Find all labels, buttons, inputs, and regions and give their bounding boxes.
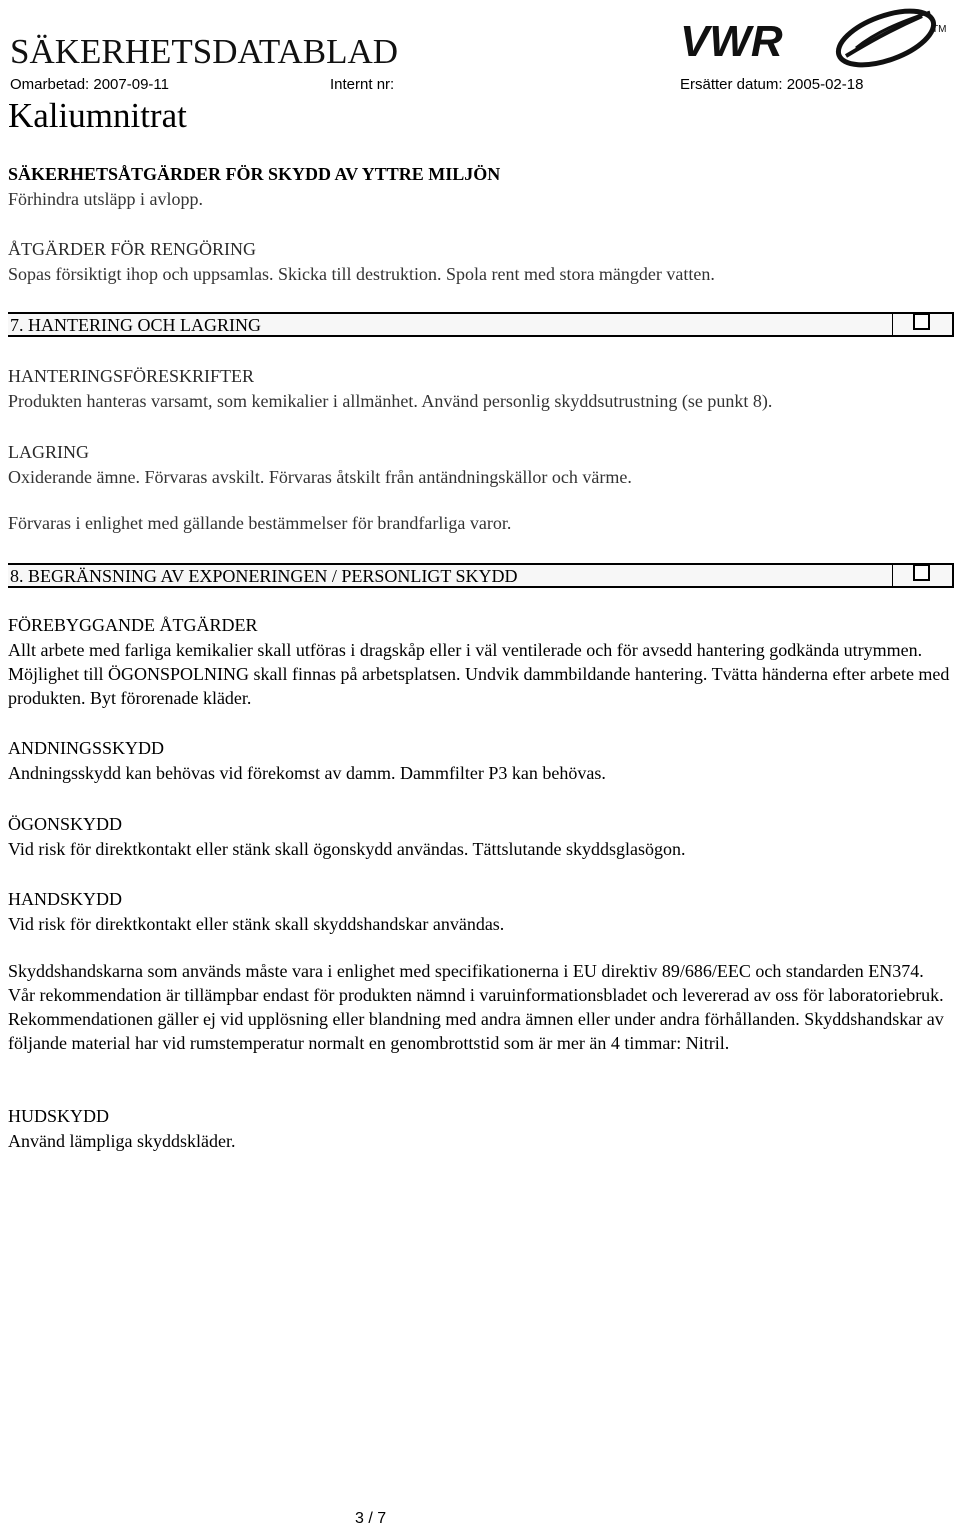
section-8-title: 8. BEGRÄNSNING AV EXPONERINGEN / PERSONLIGT SKYDD <box>10 566 518 586</box>
respiratory-heading: ANDNINGSSKYDD <box>8 738 165 758</box>
vwr-logo-graphic <box>678 4 950 74</box>
eye-protection-heading: ÖGONSKYDD <box>8 814 123 834</box>
section-8-header <box>8 563 954 588</box>
skin-protection-text: Använd lämpliga skyddskläder. <box>8 1131 236 1151</box>
section-7-checkbox-cell <box>892 312 954 337</box>
logo-text: VWR <box>680 17 783 66</box>
env-text: Förhindra utsläpp i avlopp. <box>8 189 203 209</box>
section-7-checkbox[interactable] <box>913 313 930 330</box>
product-name: Kaliumnitrat <box>8 96 187 135</box>
page-number: 3 / 7 <box>355 1510 387 1527</box>
section-8-checkbox-cell <box>892 563 954 588</box>
cleanup-heading: ÅTGÄRDER FÖR RENGÖRING <box>8 239 257 259</box>
internal-number-label: Internt nr: <box>330 76 395 93</box>
glove-specification-text: Skyddshandskarna som används måste vara i enlighet med specifikationerna i EU direktiv 89/686/EEC och standarden EN374. Vår rekommendation är tillämpbar endast för produkten nämnd i varuinformationsbladet och levererad av oss för laboratoriebruk. Rekommendationen gäller ej vid upplösning eller blandning med andra ämnen eller under andra förhållanden. Skyddshandskar av följande material har vid rumstemperatur normalt en genombrottstid som är mer än 4 timmar: Nitril. <box>8 961 944 1053</box>
eye-protection-text: Vid risk för direktkontakt eller stänk skall ögonskydd användas. Tättslutande skyddsglasögon. <box>8 839 686 859</box>
prevention-text: Allt arbete med farliga kemikalier skall utföras i dragskåp eller i väl ventilerade och för avsedd hantering godkända utrymmen. Möjlighet till ÖGONSPOLNING skall finnas på arbetsplatsen. Undvik dammbildande hantering. Tvätta händerna efter arbete med produkten. Byt förorenade kläder. <box>8 640 950 708</box>
document-title: SÄKERHETSDATABLAD <box>10 32 399 71</box>
revised-date: Omarbetad: 2007-09-11 <box>10 76 169 93</box>
env-heading: SÄKERHETSÅTGÄRDER FÖR SKYDD AV YTTRE MILJÖN <box>8 164 501 184</box>
section-8-checkbox[interactable] <box>913 564 930 581</box>
hand-protection-text: Vid risk för direktkontakt eller stänk skall skyddshandskar användas. <box>8 914 505 934</box>
cleanup-text: Sopas försiktigt ihop och uppsamlas. Skicka till destruktion. Spola rent med stora mängder vatten. <box>8 264 715 284</box>
prevention-heading: FÖREBYGGANDE ÅTGÄRDER <box>8 615 258 635</box>
handling-heading: HANTERINGSFÖRESKRIFTER <box>8 366 255 386</box>
respiratory-text: Andningsskydd kan behövas vid förekomst av damm. Dammfilter P3 kan behövas. <box>8 763 606 783</box>
trademark-mark: TM <box>932 24 947 35</box>
section-7-header <box>8 312 954 337</box>
vwr-logo <box>678 4 950 74</box>
section-7-title: 7. HANTERING OCH LAGRING <box>10 315 261 335</box>
skin-protection-heading: HUDSKYDD <box>8 1106 110 1126</box>
hand-protection-heading: HANDSKYDD <box>8 889 123 909</box>
storage-text-1: Oxiderande ämne. Förvaras avskilt. Förvaras åtskilt från antändningskällor och värme. <box>8 467 632 487</box>
storage-heading: LAGRING <box>8 442 89 462</box>
handling-text: Produkten hanteras varsamt, som kemikalier i allmänhet. Använd personlig skyddsutrustning (se punkt 8). <box>8 391 773 411</box>
storage-text-2: Förvaras i enlighet med gällande bestämmelser för brandfarliga varor. <box>8 513 512 533</box>
replaces-date: Ersätter datum: 2005-02-18 <box>680 76 864 93</box>
